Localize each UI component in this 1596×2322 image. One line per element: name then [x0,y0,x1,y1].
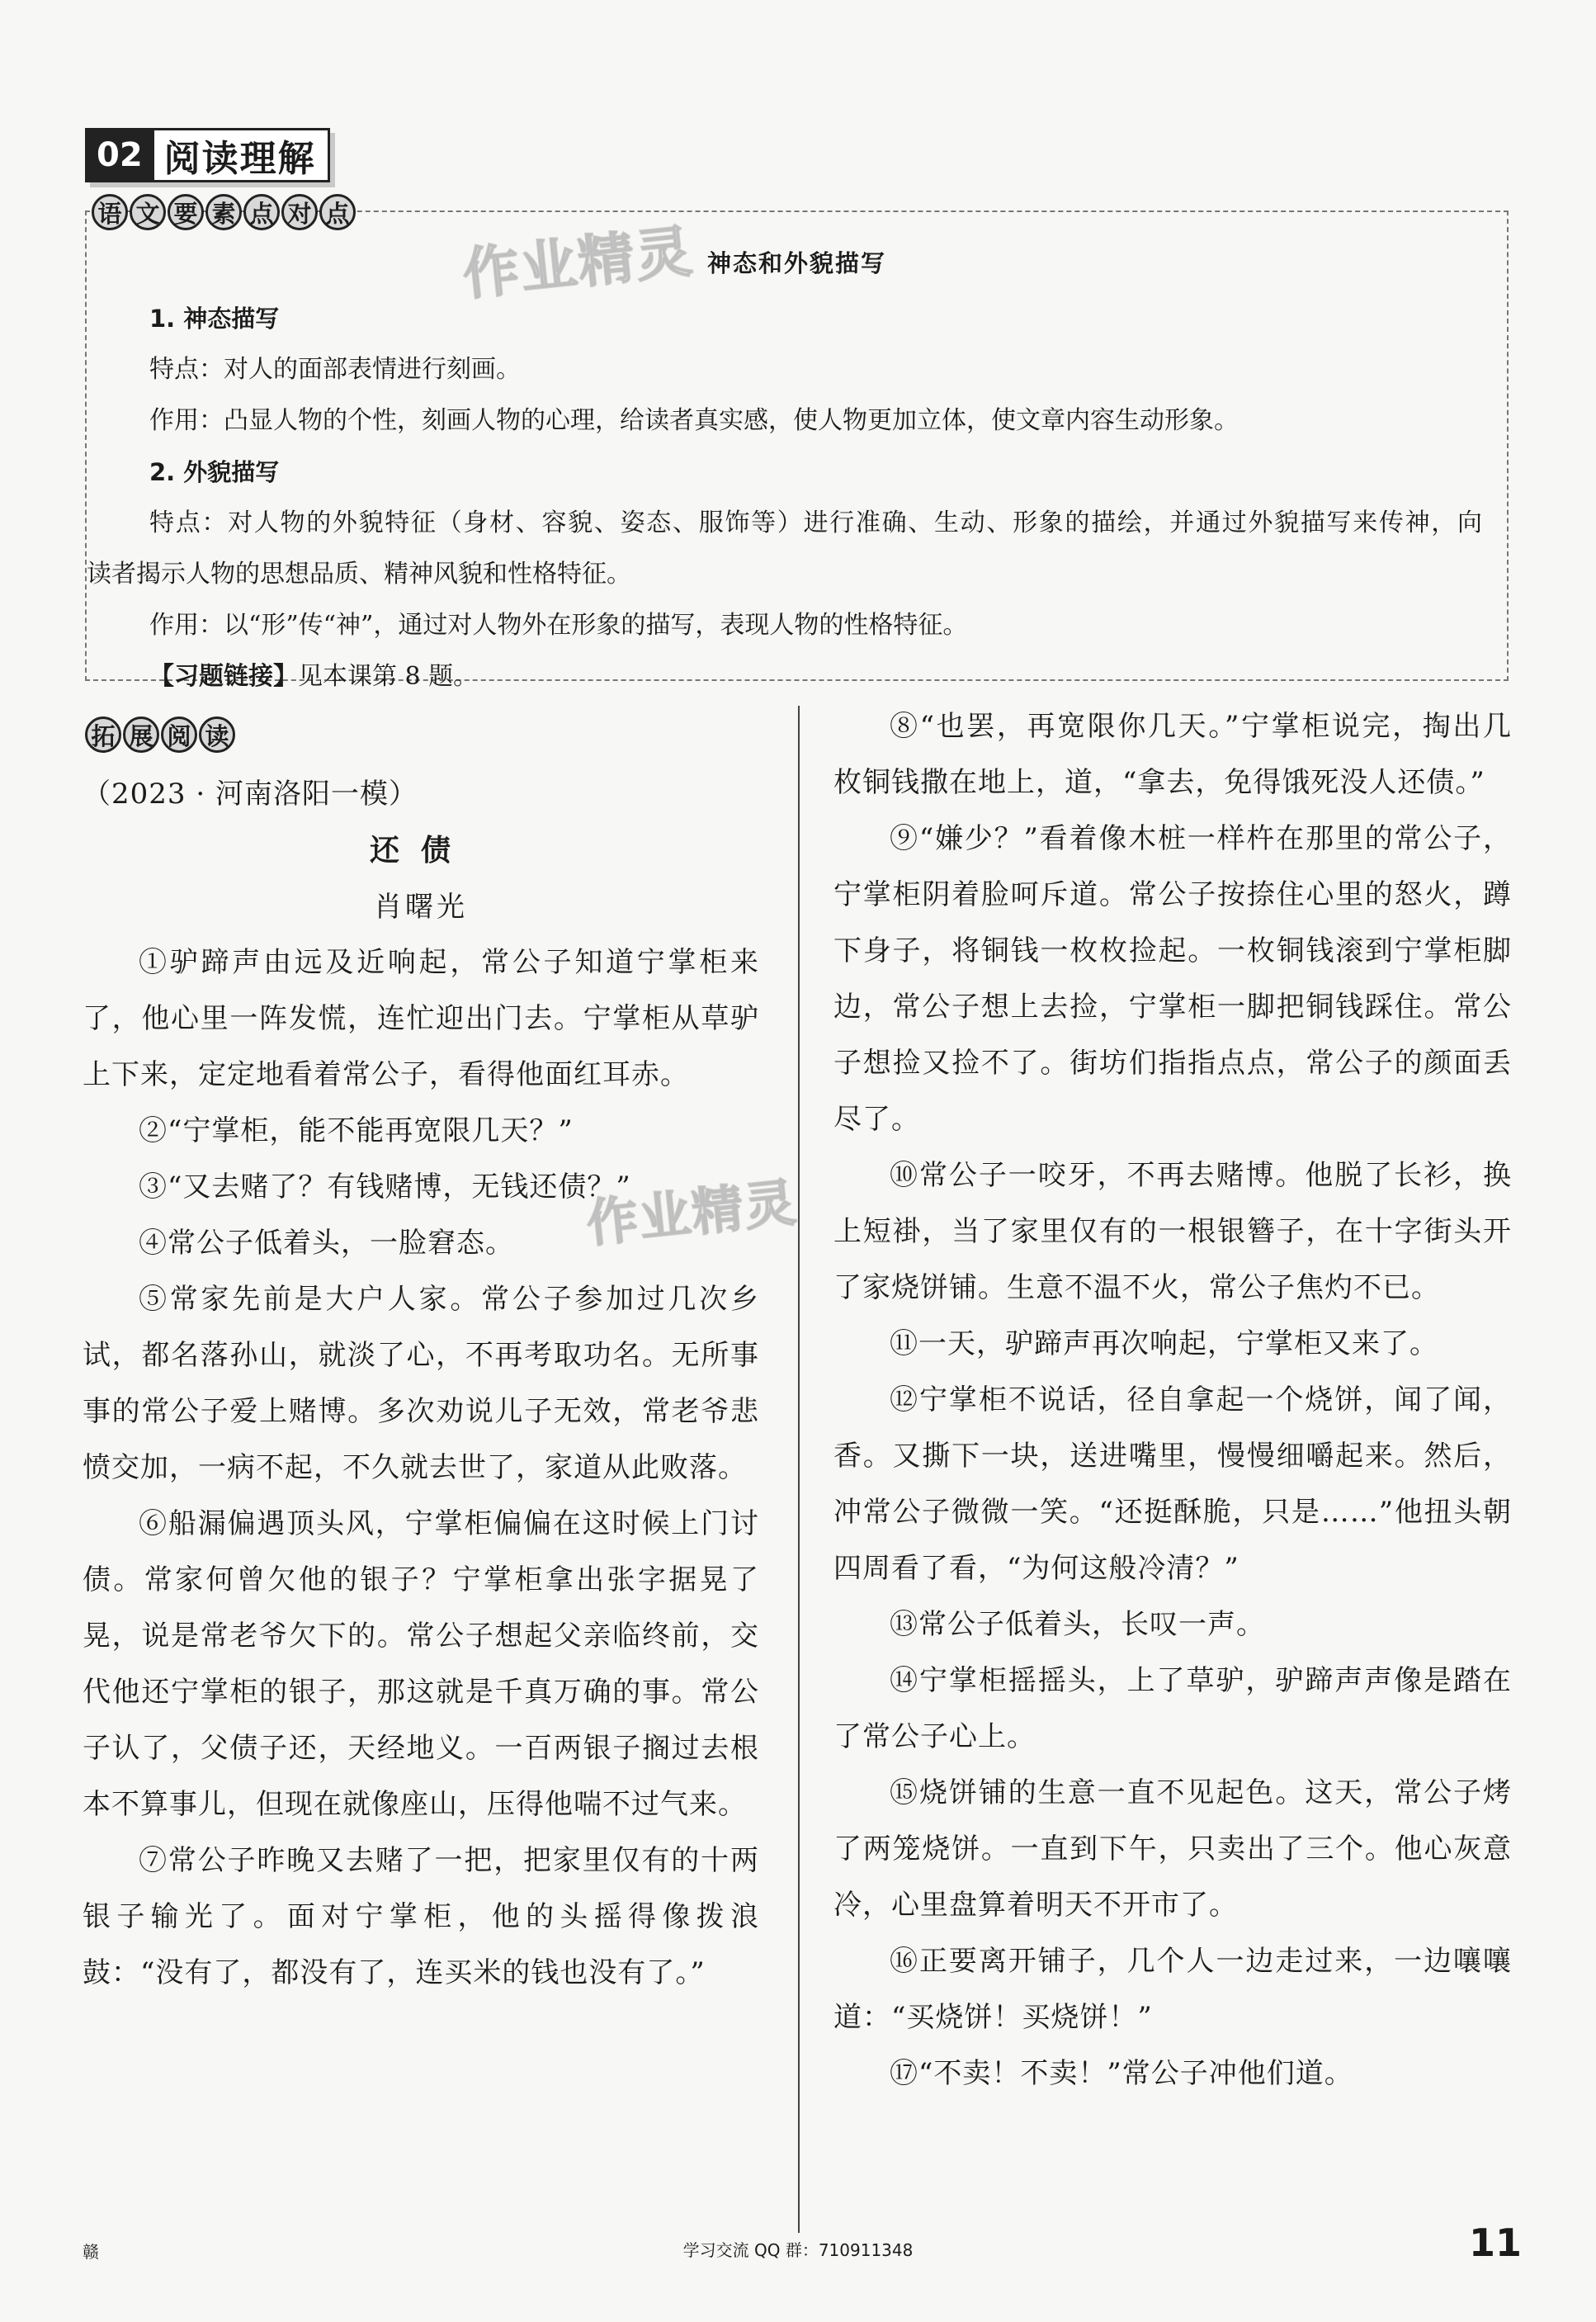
appearance-use: 作用：以“形”传“神”，通过对人物外在形象的描写，表现人物的性格特征。 [149,611,968,640]
footer-qq-group: 学习交流 QQ 群：710911348 [682,2240,914,2260]
watermark: 作业精灵 [460,219,697,309]
tag-char: 读 [199,716,235,753]
heading-appearance: 2. 外貌描写 [149,458,280,486]
paragraph: ⑤常家先前是大户人家。常公子参加过几次乡试，都名落孙山，就淡了心，不再考取功名。无所事事的常公子爱上赌博。多次劝说儿子无效，常老爷悲愤交加，一病不起，不久就去世了，家道从此败落。 [83,1283,759,1484]
expression-trait: 特点：对人的面部表情进行刻画。 [149,355,521,384]
story-title: 还债 [369,834,472,868]
tag-char: 拓 [85,716,121,753]
tag-char: 要 [168,194,204,230]
tag-char: 语 [92,194,128,230]
key-points-title: 神态和外貌描写 [706,249,886,277]
paragraph: ⑰“不卖！不卖！”常公子冲他们道。 [890,2057,1353,2090]
paragraph: ⑧“也罢，再宽限你几天。”宁掌柜说完，掏出几枚铜钱撒在地上，道，“拿去，免得饿死没人还债。” [833,710,1512,799]
paragraph: ⑩常公子一咬牙，不再去赌博。他脱了长衫，换上短褂，当了家里仅有的一根银簪子，在十字街头开了家烧饼铺。生意不温不火，常公子焦灼不已。 [833,1159,1512,1304]
watermark: 作业精灵 [583,1171,800,1255]
exercise-link [149,651,1482,702]
exercise-link-text: 见本课第 8 题。 [298,662,479,691]
exercise-link-label: 【习题链接】 [149,662,298,691]
left-column [83,766,759,2001]
tag-char: 阅 [161,716,197,753]
appearance-trait-line1: 特点：对人物的外貌特征（身材、容貌、姿态、服饰等）进行准确、生动、形象的描绘，并通过外貌描写来传神，向 [149,508,1482,537]
tag-char: 展 [123,716,159,753]
paragraph: ⑦常公子昨晚又去赌了一把，把家里仅有的十两银子输光了。面对宁掌柜，他的头摇得像拨浪鼓：“没有了，都没有了，连买米的钱也没有了。” [83,1844,759,1989]
tag-char: 素 [205,194,242,230]
paragraph: ⑬常公子低着头，长叹一声。 [890,1608,1265,1641]
paragraph: ②“宁掌柜，能不能再宽限几天？” [139,1114,574,1147]
paragraph: ①驴蹄声由远及近响起，常公子知道宁掌柜来了，他心里一阵发慌，连忙迎出门去。宁掌柜从草驴上下来，定定地看着常公子，看得他面红耳赤。 [83,946,759,1091]
story-author: 肖曙光 [374,891,468,924]
extended-reading-tag [85,716,235,753]
paragraph: ⑫宁掌柜不说话，径自拿起一个烧饼，闻了闻，香。又撕下一块，送进嘴里，慢慢细嚼起来。然后，冲常公子微微一笑。“还挺酥脆，只是……”他扭头朝四周看了看，“为何这般冷清？” [833,1383,1512,1585]
paragraph: ⑯正要离开铺子，几个人一边走过来，一边嚷嚷道：“买烧饼！买烧饼！” [833,1945,1512,2034]
paragraph: ⑪一天，驴蹄声再次响起，宁掌柜又来了。 [890,1327,1438,1360]
tag-char: 点 [243,194,280,230]
heading-expression: 1. 神态描写 [149,305,280,333]
source-note: （2023 · 河南洛阳一模） [83,778,418,811]
tag-char: 点 [319,194,356,230]
section-number: 02 [85,128,154,182]
key-points-tag [92,194,356,230]
column-divider [798,706,800,2233]
expression-use: 作用：凸显人物的个性，刻画人物的心理，给读者真实感，使人物更加立体，使文章内容生动形象。 [149,406,1239,435]
footer-region-mark: 赣 [83,2242,99,2262]
paragraph: ⑮烧饼铺的生意一直不见起色。这天，常公子烤了两笼烧饼。一直到下午，只卖出了三个。他心灰意冷，心里盘算着明天不开市了。 [833,1776,1512,1922]
paragraph: ⑥船漏偏遇顶头风，宁掌柜偏偏在这时候上门讨债。常家何曾欠他的银子？宁掌柜拿出张字据晃了晃，说是常老爷欠下的。常公子想起父亲临终前，交代他还宁掌柜的银子，那这就是千真万确的事。常公子认了，父债子还，天经地义。一百两银子搁过去根本不算事儿，但现在就像座山，压得他喘不过气来。 [83,1507,759,1821]
section-title: 阅读理解 [154,128,330,182]
right-column [833,698,1512,2102]
key-points-body [87,293,1482,702]
paragraph: ⑨“嫌少？”看着像木桩一样杵在那里的常公子，宁掌柜阴着脸呵斥道。常公子按捺住心里的怒火，蹲下身子，将铜钱一枚枚捡起。一枚铜钱滚到宁掌柜脚边，常公子想上去捡，宁掌柜一脚把铜钱踩住。常公子想捡又捡不了。街坊们指指点点，常公子的颜面丢尽了。 [833,822,1512,1136]
paragraph: ⑭宁掌柜摇摇头，上了草驴，驴蹄声声像是踏在了常公子心上。 [833,1664,1512,1753]
paragraph: ③“又去赌了？有钱赌博，无钱还债？” [139,1170,631,1204]
page-number: 11 [1469,2220,1523,2265]
section-header [85,128,330,182]
tag-char: 对 [281,194,318,230]
paragraph: ④常公子低着头，一脸窘态。 [139,1227,514,1260]
appearance-trait-line2: 读者揭示人物的思想品质、精神风貌和性格特征。 [87,560,631,589]
tag-char: 文 [130,194,166,230]
key-points-box [85,199,1509,691]
